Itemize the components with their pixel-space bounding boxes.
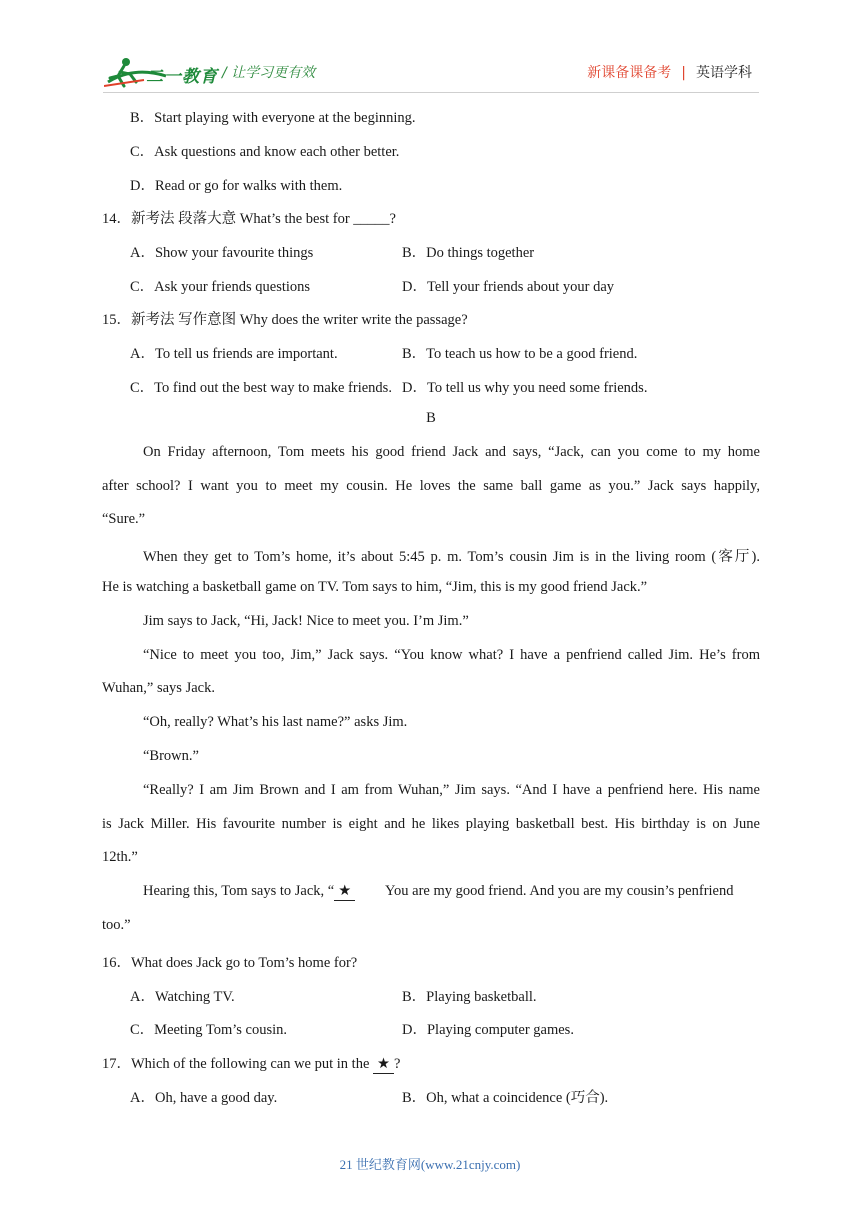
- q15-option-b: B．To teach us how to be a good friend.: [402, 346, 638, 362]
- passage-p7-line2: is Jack Miller. His favourite number is eight and he likes playing basketball best. His birthday is on June: [102, 816, 760, 832]
- q14-option-d: D．Tell your friends about your day: [402, 279, 615, 295]
- q13-option-d: D．Read or go for walks with them.: [130, 178, 343, 194]
- q13-option-c: C．Ask questions and know each other better.: [130, 144, 400, 160]
- logo-text: 二一教育: [146, 67, 218, 87]
- passage-p7-line3: 12th.”: [102, 849, 138, 865]
- header-subject-label: 英语学科: [696, 65, 752, 81]
- q17-option-b: B．Oh, what a coincidence (巧合).: [402, 1090, 609, 1106]
- passage-p8-line1-start: [143, 883, 355, 901]
- q14-option-b: B．Do things together: [402, 245, 535, 261]
- q17-question-mark: ?: [394, 1056, 401, 1072]
- header-right: [587, 62, 752, 82]
- q14-option-a: A．Show your favourite things: [130, 245, 314, 261]
- passage-p2-line1: When they get to Tom’s home, it’s about 5:45 p. m. Tom’s cousin Jim is in the living room (客厅).: [143, 549, 760, 565]
- q13-option-b: B．Start playing with everyone at the beginning.: [130, 110, 416, 126]
- q14-stem: 14．新考法 段落大意 What’s the best for _____?: [102, 211, 396, 227]
- section-heading: B: [426, 410, 436, 426]
- q15-stem: 15．新考法 写作意图 Why does the writer write the passage?: [102, 312, 468, 328]
- passage-p1-line1: On Friday afternoon, Tom meets his good friend Jack and says, “Jack, can you come to my home: [143, 444, 760, 460]
- passage-p1-line2: after school? I want you to meet my cousin. He loves the same ball game as you.” Jack says happily,: [102, 478, 760, 494]
- q16-option-a: A．Watching TV.: [130, 989, 235, 1005]
- page-header: [0, 0, 860, 100]
- q16-option-c: C．Meeting Tom’s cousin.: [130, 1022, 288, 1038]
- passage-p1-line3: “Sure.”: [102, 511, 146, 527]
- passage-p4-line2: Wuhan,” says Jack.: [102, 680, 215, 696]
- passage-p8-line1-end: You are my good friend. And you are my cousin’s penfriend: [385, 883, 734, 899]
- passage-p2-line2: He is watching a basketball game on TV. Tom says to him, “Jim, this is my good friend Jack.”: [102, 579, 648, 595]
- header-separator: |: [681, 65, 686, 81]
- passage-p3: Jim says to Jack, “Hi, Jack! Nice to meet you. I’m Jim.”: [143, 613, 469, 629]
- passage-p8-lead: Hearing this, Tom says to Jack, “: [143, 883, 335, 899]
- page-footer: 21 世纪教育网(www.21cnjy.com): [339, 1157, 521, 1172]
- q16-option-d: D．Playing computer games.: [402, 1022, 574, 1038]
- passage-p4-line1: “Nice to meet you too, Jim,” Jack says. “You know what? I have a penfriend called Jim. He’s from: [143, 647, 760, 663]
- q17-stem-text: 17．Which of the following can we put in the: [102, 1056, 370, 1072]
- q16-option-b: B．Playing basketball.: [402, 989, 537, 1005]
- q14-option-c: C．Ask your friends questions: [130, 279, 311, 295]
- header-course-label: 新课备课备考: [587, 65, 672, 81]
- answer-blank-star: ★: [334, 883, 355, 901]
- passage-p5: “Oh, really? What’s his last name?” asks Jim.: [143, 714, 408, 730]
- q15-option-c: C．To find out the best way to make friends.: [130, 380, 392, 396]
- q15-option-a: A．To tell us friends are important.: [130, 346, 338, 362]
- header-divider: [103, 92, 759, 93]
- q17-option-a: A．Oh, have a good day.: [130, 1090, 278, 1106]
- q17-star-blank: ★: [373, 1056, 394, 1074]
- q16-stem: 16．What does Jack go to Tom’s home for?: [102, 955, 358, 971]
- passage-p7-line1: “Really? I am Jim Brown and I am from Wuhan,” Jim says. “And I have a penfriend here. His name: [143, 782, 760, 798]
- q15-option-d: D．To tell us why you need some friends.: [402, 380, 648, 396]
- passage-p6: “Brown.”: [143, 748, 199, 764]
- q17-stem: [102, 1052, 400, 1074]
- passage-p8-line2: too.”: [102, 917, 131, 933]
- header-slogan: / 让学习更有效: [222, 65, 316, 81]
